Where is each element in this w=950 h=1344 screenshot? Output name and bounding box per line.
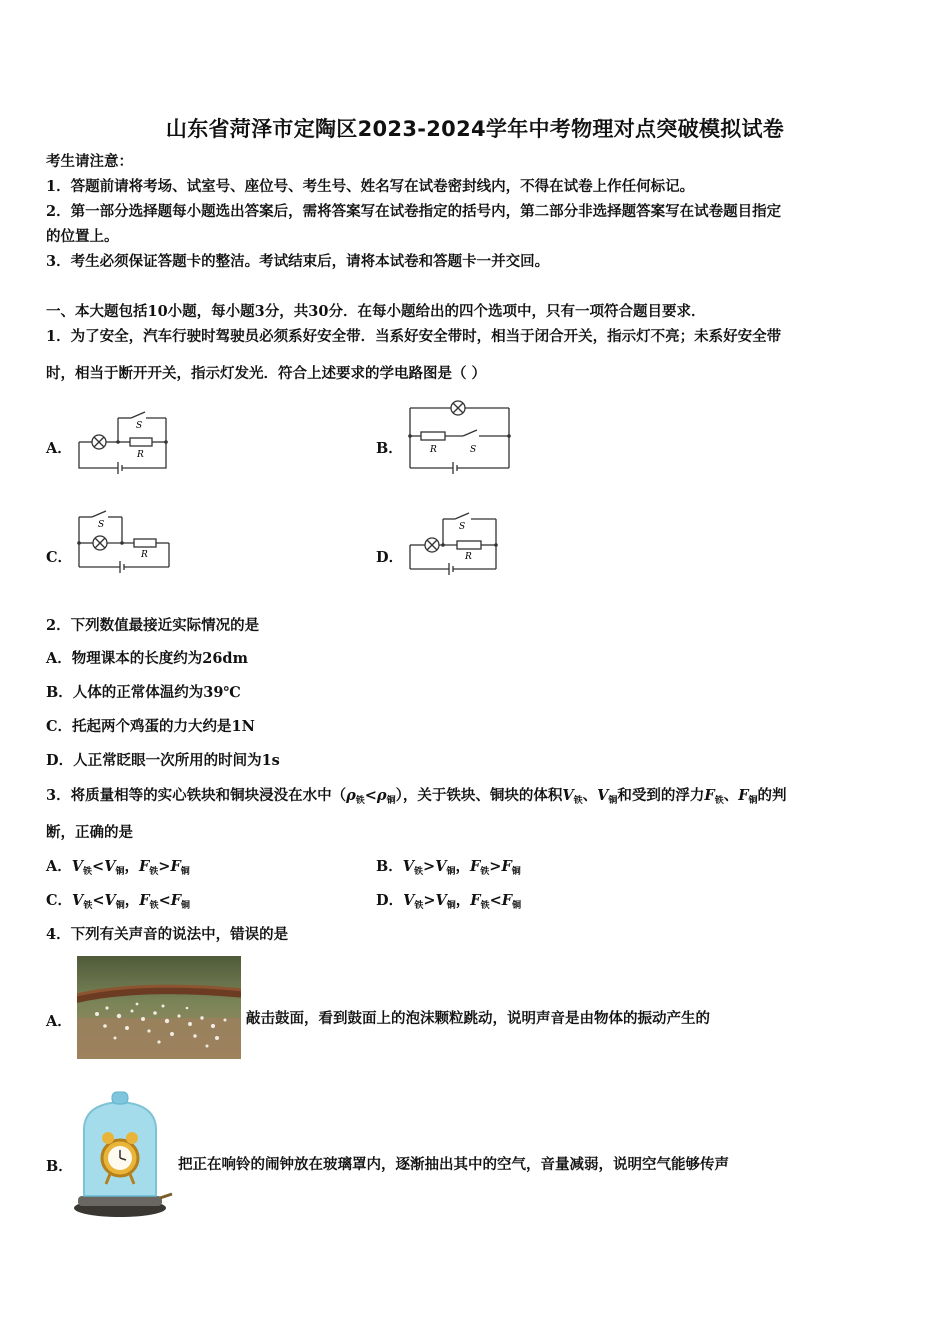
- notice-item: 的位置上。: [46, 228, 119, 245]
- q4-option-b-text[interactable]: 把正在响铃的闹钟放在玻璃罩内，逐渐抽出其中的空气，音量减弱，说明空气能够传声: [178, 1156, 729, 1173]
- q2-option-a[interactable]: A．物理课本的长度约为26dm: [46, 650, 248, 667]
- switch-label: S: [98, 520, 105, 530]
- switch-label: S: [459, 522, 466, 532]
- circuit-diagram-b: [405, 400, 515, 474]
- q3-option-a[interactable]: A．$V_铁<V_铜$，$F_铁>F_铜$: [46, 858, 190, 877]
- resistor-label: R: [465, 552, 472, 562]
- notice-item: 2．第一部分选择题每小题选出答案后，需将答案写在试卷指定的括号内，第二部分非选择题答案写在试卷题目指定: [46, 203, 782, 220]
- resistor-label: R: [137, 450, 144, 460]
- q4-option-a-text[interactable]: 敲击鼓面，看到鼓面上的泡沫颗粒跳动，说明声音是由物体的振动产生的: [246, 1010, 710, 1027]
- question-3-stem: 3．将质量相等的实心铁块和铜块浸没在水中$(\rho_铁<\rho_铜)$，关于铁块、铜块的体积$V_铁$、$V_铜$和受到的浮力$F_铁$、$F_铜$的判: [46, 787, 787, 806]
- circuit-diagram-c: [74, 509, 176, 575]
- question-1-stem-cont: 时，相当于断开开关，指示灯发光．符合上述要求的学电路图是（ ）: [46, 365, 487, 382]
- circuit-diagram-d: [405, 511, 505, 577]
- question-2-stem: 2．下列数值最接近实际情况的是: [46, 617, 260, 634]
- q1-option-c-label[interactable]: C．: [46, 549, 73, 566]
- q1-option-b-label[interactable]: B．: [376, 440, 403, 457]
- switch-label: S: [136, 421, 143, 431]
- question-3-stem-cont: 断，正确的是: [46, 824, 133, 841]
- bell-jar-alarm-clock-photo: [70, 1090, 176, 1220]
- page-title: 山东省菏泽市定陶区2023-2024学年中考物理对点突破模拟试卷: [165, 117, 785, 141]
- q3-option-b[interactable]: B．$V_铁>V_铜$，$F_铁>F_铜$: [376, 858, 521, 877]
- q3-option-d[interactable]: D．$V_铁>V_铜$，$F_铁<F_铜$: [376, 892, 522, 911]
- q4-option-b-label[interactable]: B．: [46, 1158, 73, 1175]
- q2-option-d[interactable]: D．人正常眨眼一次所用的时间为1s: [46, 752, 280, 769]
- notice-item: 3．考生必须保证答题卡的整洁。考试结束后，请将本试卷和答题卡一并交回。: [46, 253, 550, 270]
- switch-label: S: [470, 445, 477, 455]
- resistor-label: R: [430, 445, 437, 455]
- q3-option-c[interactable]: C．$V_铁<V_铜$，$F_铁<F_铜$: [46, 892, 191, 911]
- notice-item: 1．答题前请将考场、试室号、座位号、考生号、姓名写在试卷密封线内，不得在试卷上作任何标记。: [46, 178, 695, 195]
- circuit-diagram-a: [74, 410, 176, 476]
- resistor-label: R: [141, 550, 148, 560]
- q1-option-a-label[interactable]: A．: [46, 440, 72, 457]
- drum-foam-photo: [77, 956, 241, 1059]
- question-4-stem: 4．下列有关声音的说法中，错误的是: [46, 926, 289, 943]
- q2-option-b[interactable]: B．人体的正常体温约为39℃: [46, 684, 241, 701]
- notice-heading: 考生请注意：: [46, 153, 133, 170]
- section-heading: 一、本大题包括10小题，每小题3分，共30分．在每小题给出的四个选项中，只有一项符合题目要求．: [46, 303, 706, 320]
- question-1-stem: 1．为了安全，汽车行驶时驾驶员必须系好安全带．当系好安全带时，相当于闭合开关，指示灯不亮；未系好安全带: [46, 328, 782, 345]
- q2-option-c[interactable]: C．托起两个鸡蛋的力大约是1N: [46, 718, 255, 735]
- q1-option-d-label[interactable]: D．: [376, 549, 404, 566]
- q4-option-a-label[interactable]: A．: [46, 1013, 72, 1030]
